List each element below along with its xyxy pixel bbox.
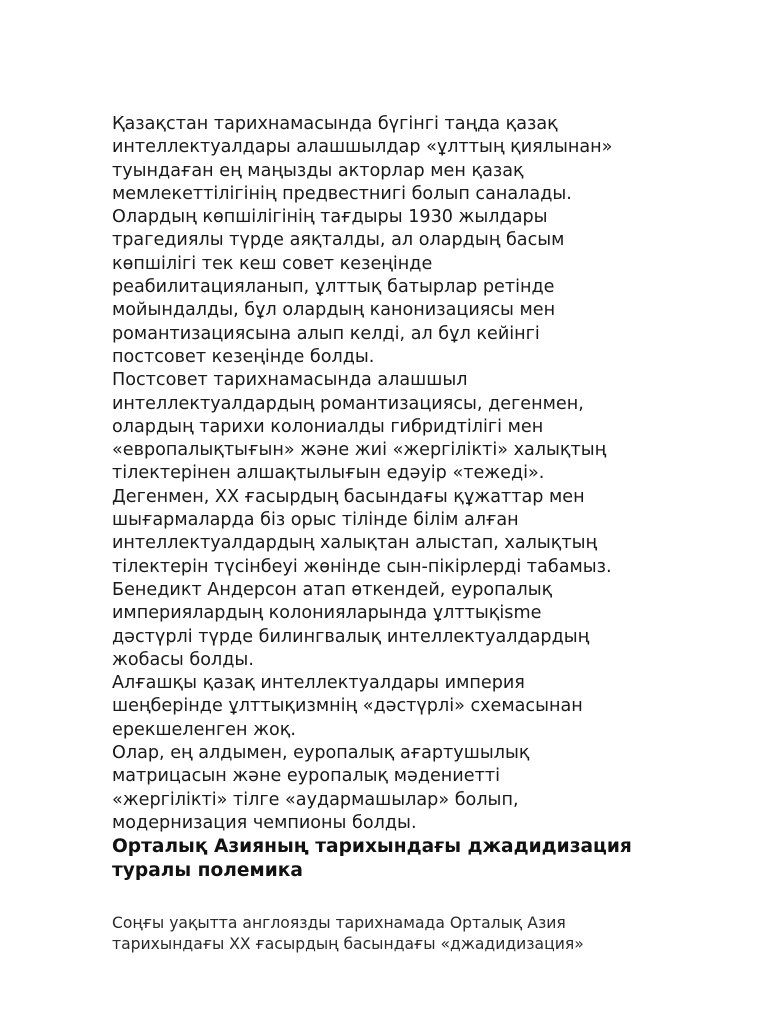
text-line: модернизация чемпионы болды. [112,812,417,833]
text-line: матрицасын және еуропалық мәдениетті [112,766,500,787]
text-line: олардың тарихи колониалды гибридтілігі мен [112,416,544,437]
text-line: интеллектуалдардың романтизациясы, дегенмен, [112,393,584,414]
heading-line: туралы полемика [112,860,303,882]
text-line: Бенедикт Андерсон атап өткендей, еуропалық [112,579,553,600]
text-line: Қазақстан тарихнамасында бүгінгі таңда қазақ [112,114,558,134]
text-line: «жергілікті» тілге «аудармашылар» болып, [112,789,519,810]
text-line: туындаған ең маңызды акторлар мен қазақ [112,160,524,181]
text-line: тілектерінен алшақтылығын едәуір «тежеді». [112,463,545,484]
text-line: ерекшеленген жоқ. [112,719,296,740]
text-line: Олар, ең алдымен, еуропалық ағартушылық [112,743,530,764]
text-line: реабилитацияланып, ұлттық батырлар ретінде [112,277,555,298]
text-line: интеллектуалдары алашшылдар «ұлттың қиялынан» [112,137,613,158]
body-paragraph [112,113,652,835]
text-line: трагедиялы түрде аяқталды, ал олардың басым [112,230,565,251]
document-page [112,113,652,955]
text-line: Постсовет тарихнамасында алашшыл [112,370,468,391]
text-line: жобасы болды. [112,649,254,670]
section-heading [112,835,652,883]
text-line: мойындалды, бұл олардың канонизациясы мен [112,300,556,321]
text-line: интеллектуалдардың халықтан алыстап, халықтың [112,533,598,554]
section-intro-paragraph [112,913,652,955]
text-line: Олардың көпшілігінің тағдыры 1930 жылдары [112,207,548,228]
heading-line: Орталық Азияның тарихындағы джадидизация [112,836,632,858]
text-line: империялардың колонияларында ұлттықisme [112,603,542,624]
text-line: мемлекеттілігінің предвестнигі болып саналады. [112,183,572,204]
text-line: «европалықтығын» және жиі «жергілікті» халықтың [112,440,607,461]
text-line: Соңғы уақытта англоязды тарихнамада Орталық Азия [112,914,566,933]
text-line: көпшілігі тек кеш совет кезеңінде [112,253,433,274]
text-line: тілектерін түсінбеуі жөнінде сын-пікірлерді табамыз. [112,556,612,577]
text-line: шеңберінде ұлттықизмнің «дәстүрлі» схемасынан [112,696,583,717]
text-line: романтизациясына алып келді, ал бұл кейінгі [112,323,540,344]
text-line: постсовет кезеңінде болды. [112,346,375,367]
text-line: дәстүрлі түрде билингвалық интеллектуалдардың [112,626,590,647]
text-line: тарихындағы ХХ ғасырдың басындағы «джадидизация» [112,935,584,954]
text-line: Дегенмен, ХХ ғасырдың басындағы құжаттар мен [112,486,585,507]
text-line: шығармаларда біз орыс тілінде білім алған [112,510,519,531]
text-line: Алғашқы қазақ интеллектуалдары империя [112,673,525,694]
